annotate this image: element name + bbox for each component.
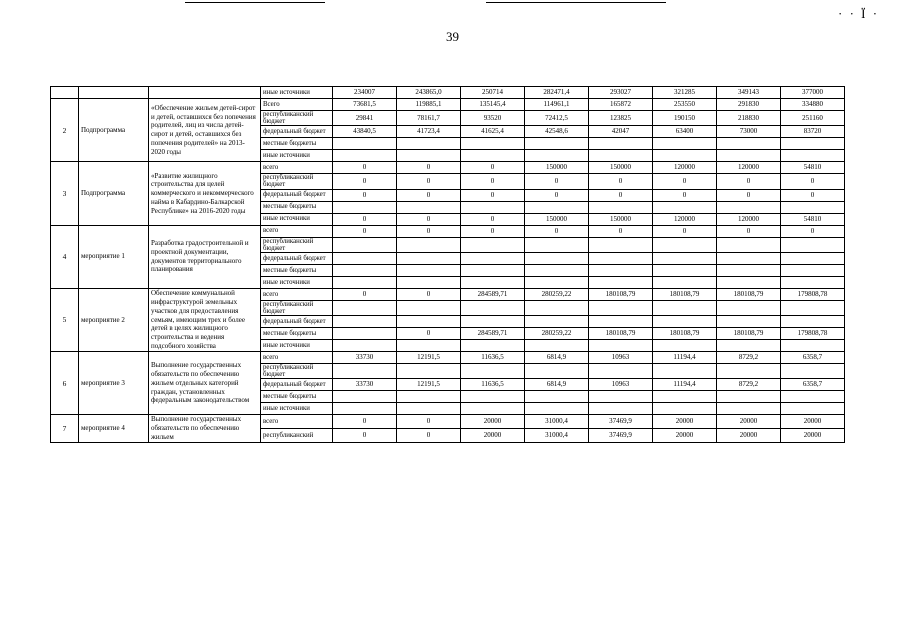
funding-source-cell: местные бюджеты <box>261 201 333 213</box>
funding-value-cell <box>461 252 525 264</box>
funding-value-cell <box>653 276 717 288</box>
funding-value-cell <box>653 300 717 315</box>
funding-value-cell <box>653 252 717 264</box>
funding-value-cell <box>397 201 461 213</box>
funding-value-cell: 20000 <box>653 415 717 429</box>
funding-value-cell: 179808,78 <box>781 328 845 340</box>
funding-source-cell: республиканский <box>261 428 333 442</box>
funding-source-cell: федеральный бюджет <box>261 316 333 328</box>
budget-table-body <box>51 87 845 443</box>
table-row <box>51 415 845 429</box>
table-row <box>51 225 845 237</box>
funding-value-cell <box>717 316 781 328</box>
funding-value-cell <box>397 252 461 264</box>
funding-value-cell <box>781 252 845 264</box>
funding-value-cell <box>653 138 717 150</box>
funding-value-cell: 0 <box>333 225 397 237</box>
row-number-cell: 4 <box>51 225 79 288</box>
funding-value-cell <box>717 237 781 252</box>
funding-value-cell: 190150 <box>653 111 717 126</box>
funding-value-cell: 0 <box>397 328 461 340</box>
funding-value-cell: 0 <box>653 174 717 189</box>
funding-value-cell <box>461 201 525 213</box>
row-number-cell: 6 <box>51 352 79 415</box>
funding-value-cell <box>653 201 717 213</box>
funding-value-cell: 20000 <box>461 428 525 442</box>
funding-value-cell: 243865,0 <box>397 87 461 99</box>
funding-value-cell: 253550 <box>653 99 717 111</box>
program-name-cell: Обеспечение коммунальной инфраструктурой земельных участков для предоставления семьям, имеющим трех и более детей в целях жилищного строительства и ведения подсобного хозяйства <box>149 288 261 351</box>
funding-value-cell: 120000 <box>653 162 717 174</box>
funding-source-cell: всего <box>261 288 333 300</box>
funding-value-cell <box>653 364 717 379</box>
funding-value-cell <box>781 264 845 276</box>
funding-value-cell: 10963 <box>589 379 653 391</box>
funding-value-cell <box>525 252 589 264</box>
funding-value-cell <box>717 403 781 415</box>
funding-value-cell <box>717 264 781 276</box>
funding-value-cell: 20000 <box>461 415 525 429</box>
funding-value-cell: 0 <box>333 415 397 429</box>
funding-value-cell <box>461 300 525 315</box>
funding-source-cell: иные источники <box>261 403 333 415</box>
row-number-cell: 3 <box>51 162 79 225</box>
funding-value-cell: 20000 <box>653 428 717 442</box>
funding-value-cell <box>333 138 397 150</box>
funding-value-cell <box>781 150 845 162</box>
funding-value-cell: 83720 <box>781 126 845 138</box>
program-type-cell: Подпрограмма <box>79 99 149 162</box>
funding-value-cell: 0 <box>333 213 397 225</box>
funding-value-cell: 8729,2 <box>717 379 781 391</box>
funding-value-cell <box>781 316 845 328</box>
funding-value-cell <box>333 237 397 252</box>
funding-value-cell <box>781 237 845 252</box>
funding-value-cell <box>461 403 525 415</box>
funding-value-cell <box>397 340 461 352</box>
funding-value-cell: 282471,4 <box>525 87 589 99</box>
funding-value-cell: 150000 <box>525 213 589 225</box>
funding-value-cell <box>717 300 781 315</box>
funding-value-cell <box>333 276 397 288</box>
funding-value-cell <box>589 237 653 252</box>
funding-value-cell: 0 <box>781 189 845 201</box>
funding-value-cell <box>589 138 653 150</box>
funding-value-cell: 0 <box>397 288 461 300</box>
funding-value-cell: 0 <box>653 225 717 237</box>
program-type-cell: мероприятие 1 <box>79 225 149 288</box>
funding-value-cell <box>717 364 781 379</box>
funding-value-cell <box>461 138 525 150</box>
funding-value-cell: 0 <box>333 174 397 189</box>
funding-value-cell <box>525 150 589 162</box>
funding-value-cell: 43840,5 <box>333 126 397 138</box>
row-number-cell: 2 <box>51 99 79 162</box>
funding-value-cell <box>397 300 461 315</box>
funding-value-cell: 180108,79 <box>589 328 653 340</box>
funding-value-cell: 321285 <box>653 87 717 99</box>
funding-source-cell: всего <box>261 225 333 237</box>
funding-value-cell <box>653 403 717 415</box>
funding-value-cell: 0 <box>781 174 845 189</box>
funding-value-cell: 0 <box>589 225 653 237</box>
funding-value-cell <box>525 340 589 352</box>
funding-value-cell: 20000 <box>781 428 845 442</box>
funding-value-cell: 0 <box>397 213 461 225</box>
funding-value-cell: 150000 <box>589 213 653 225</box>
funding-value-cell <box>333 316 397 328</box>
funding-value-cell: 11194,4 <box>653 352 717 364</box>
funding-value-cell: 234007 <box>333 87 397 99</box>
funding-value-cell: 73681,5 <box>333 99 397 111</box>
funding-value-cell: 165872 <box>589 99 653 111</box>
funding-source-cell: федеральный бюджет <box>261 189 333 201</box>
table-row <box>51 87 845 99</box>
funding-value-cell <box>525 300 589 315</box>
funding-source-cell: всего <box>261 352 333 364</box>
funding-value-cell <box>717 150 781 162</box>
funding-value-cell: 8729,2 <box>717 352 781 364</box>
funding-value-cell <box>397 264 461 276</box>
program-type-cell: мероприятие 3 <box>79 352 149 415</box>
funding-value-cell: 120000 <box>717 213 781 225</box>
funding-value-cell <box>589 150 653 162</box>
funding-source-cell: местные бюджеты <box>261 138 333 150</box>
funding-value-cell: 0 <box>461 174 525 189</box>
funding-value-cell: 0 <box>589 189 653 201</box>
funding-value-cell <box>333 201 397 213</box>
funding-value-cell: 41625,4 <box>461 126 525 138</box>
funding-value-cell: 180108,79 <box>589 288 653 300</box>
funding-value-cell <box>397 391 461 403</box>
funding-value-cell <box>397 237 461 252</box>
funding-value-cell: 11194,4 <box>653 379 717 391</box>
funding-value-cell: 6814,9 <box>525 352 589 364</box>
funding-value-cell: 6814,9 <box>525 379 589 391</box>
funding-value-cell: 280259,22 <box>525 288 589 300</box>
funding-value-cell <box>653 237 717 252</box>
funding-value-cell: 334880 <box>781 99 845 111</box>
funding-source-cell: республиканский бюджет <box>261 237 333 252</box>
funding-value-cell: 114961,1 <box>525 99 589 111</box>
funding-value-cell: 180108,79 <box>653 328 717 340</box>
funding-value-cell <box>589 264 653 276</box>
funding-value-cell <box>333 391 397 403</box>
funding-value-cell: 12191,5 <box>397 352 461 364</box>
program-type-cell: мероприятие 4 <box>79 415 149 442</box>
funding-value-cell <box>333 150 397 162</box>
funding-value-cell: 29841 <box>333 111 397 126</box>
funding-value-cell: 0 <box>525 189 589 201</box>
row-number-cell: 5 <box>51 288 79 351</box>
funding-value-cell: 0 <box>461 213 525 225</box>
funding-value-cell: 250714 <box>461 87 525 99</box>
funding-value-cell: 6358,7 <box>781 379 845 391</box>
funding-value-cell <box>589 316 653 328</box>
funding-value-cell: 0 <box>589 174 653 189</box>
funding-value-cell: 31000,4 <box>525 428 589 442</box>
funding-value-cell: 42548,6 <box>525 126 589 138</box>
table-row <box>51 99 845 111</box>
funding-value-cell <box>653 391 717 403</box>
funding-source-cell: местные бюджеты <box>261 328 333 340</box>
funding-value-cell <box>781 201 845 213</box>
funding-value-cell: 293027 <box>589 87 653 99</box>
funding-value-cell: 0 <box>653 189 717 201</box>
funding-value-cell: 0 <box>525 225 589 237</box>
funding-source-cell: местные бюджеты <box>261 264 333 276</box>
funding-value-cell <box>781 138 845 150</box>
funding-source-cell: иные источники <box>261 87 333 99</box>
funding-value-cell: 0 <box>397 162 461 174</box>
funding-value-cell: 349143 <box>717 87 781 99</box>
program-name-cell: Выполнение государственных обязательств по обеспечению жильем <box>149 415 261 442</box>
funding-value-cell: 0 <box>461 189 525 201</box>
funding-value-cell: 0 <box>397 189 461 201</box>
funding-source-cell: всего <box>261 162 333 174</box>
funding-value-cell <box>589 300 653 315</box>
funding-value-cell: 0 <box>333 189 397 201</box>
funding-value-cell <box>525 237 589 252</box>
funding-value-cell: 0 <box>397 225 461 237</box>
funding-value-cell <box>333 264 397 276</box>
funding-value-cell <box>397 364 461 379</box>
program-type-cell: Подпрограмма <box>79 162 149 225</box>
funding-value-cell <box>461 276 525 288</box>
funding-value-cell: 72412,5 <box>525 111 589 126</box>
funding-value-cell <box>461 364 525 379</box>
funding-value-cell: 120000 <box>717 162 781 174</box>
funding-source-cell: иные источники <box>261 150 333 162</box>
funding-value-cell: 0 <box>461 162 525 174</box>
funding-value-cell: 280259,22 <box>525 328 589 340</box>
funding-value-cell <box>461 316 525 328</box>
program-name-cell: «Развитие жилищного строительства для целей коммерческого и некоммерческого найма в Кабардино-Балкарской Республике» на 2016-2020 годы <box>149 162 261 225</box>
funding-source-cell: республиканский бюджет <box>261 300 333 315</box>
funding-value-cell <box>397 316 461 328</box>
funding-value-cell: 0 <box>781 225 845 237</box>
funding-value-cell: 33730 <box>333 379 397 391</box>
funding-value-cell: 63400 <box>653 126 717 138</box>
funding-value-cell: 180108,79 <box>653 288 717 300</box>
funding-value-cell <box>781 403 845 415</box>
funding-value-cell: 78161,7 <box>397 111 461 126</box>
funding-source-cell: федеральный бюджет <box>261 252 333 264</box>
funding-value-cell <box>589 364 653 379</box>
funding-value-cell <box>397 150 461 162</box>
funding-value-cell <box>525 201 589 213</box>
funding-value-cell <box>589 403 653 415</box>
funding-value-cell <box>717 138 781 150</box>
funding-value-cell <box>589 201 653 213</box>
funding-value-cell <box>397 138 461 150</box>
funding-value-cell: 0 <box>397 174 461 189</box>
program-name-cell: «Обеспечение жильем детей-сирот и детей, оставшихся без попечения родителей, лиц из числа детей-сирот и детей, оставшихся без попечения родителей» на 2013-2020 годы <box>149 99 261 162</box>
funding-value-cell: 150000 <box>525 162 589 174</box>
funding-value-cell <box>717 276 781 288</box>
funding-value-cell: 73000 <box>717 126 781 138</box>
funding-value-cell: 123825 <box>589 111 653 126</box>
program-name-cell <box>149 87 261 99</box>
funding-value-cell <box>333 252 397 264</box>
funding-value-cell: 33730 <box>333 352 397 364</box>
funding-value-cell: 20000 <box>781 415 845 429</box>
funding-value-cell: 42047 <box>589 126 653 138</box>
funding-value-cell: 0 <box>717 174 781 189</box>
funding-value-cell <box>781 391 845 403</box>
funding-value-cell <box>717 391 781 403</box>
funding-source-cell: республиканский бюджет <box>261 111 333 126</box>
funding-value-cell <box>717 252 781 264</box>
header-rule-right <box>486 2 666 3</box>
funding-value-cell <box>717 201 781 213</box>
funding-value-cell: 218830 <box>717 111 781 126</box>
funding-source-cell: всего <box>261 415 333 429</box>
funding-source-cell: Всего <box>261 99 333 111</box>
funding-value-cell: 251160 <box>781 111 845 126</box>
funding-value-cell <box>333 403 397 415</box>
funding-value-cell <box>461 237 525 252</box>
funding-value-cell: 119885,1 <box>397 99 461 111</box>
funding-value-cell <box>333 328 397 340</box>
funding-source-cell: федеральный бюджет <box>261 379 333 391</box>
funding-value-cell: 179808,78 <box>781 288 845 300</box>
funding-value-cell <box>525 316 589 328</box>
funding-source-cell: местные бюджеты <box>261 391 333 403</box>
corner-mark: · · Ï · <box>838 6 880 21</box>
funding-value-cell: 93520 <box>461 111 525 126</box>
funding-source-cell: республиканский бюджет <box>261 174 333 189</box>
program-name-cell: Разработка градостроительной и проектной документации, документов территориального планирования <box>149 225 261 288</box>
funding-value-cell <box>461 340 525 352</box>
funding-value-cell: 11636,5 <box>461 379 525 391</box>
funding-value-cell: 31000,4 <box>525 415 589 429</box>
funding-value-cell <box>525 364 589 379</box>
funding-source-cell: иные источники <box>261 276 333 288</box>
funding-value-cell <box>589 340 653 352</box>
funding-value-cell <box>461 150 525 162</box>
funding-value-cell: 0 <box>333 162 397 174</box>
funding-value-cell: 20000 <box>717 415 781 429</box>
funding-value-cell: 284589,71 <box>461 288 525 300</box>
funding-value-cell: 37469,9 <box>589 415 653 429</box>
funding-value-cell <box>653 150 717 162</box>
funding-value-cell: 54810 <box>781 213 845 225</box>
funding-source-cell: иные источники <box>261 340 333 352</box>
header-rule-left <box>185 2 325 3</box>
funding-value-cell: 20000 <box>717 428 781 442</box>
program-type-cell: мероприятие 2 <box>79 288 149 351</box>
table-row <box>51 288 845 300</box>
funding-value-cell: 0 <box>397 428 461 442</box>
funding-value-cell <box>525 276 589 288</box>
funding-value-cell <box>781 340 845 352</box>
funding-value-cell: 0 <box>461 225 525 237</box>
funding-value-cell: 284589,71 <box>461 328 525 340</box>
funding-value-cell <box>397 403 461 415</box>
funding-value-cell: 0 <box>717 189 781 201</box>
table-row <box>51 352 845 364</box>
funding-value-cell <box>525 391 589 403</box>
table-row <box>51 162 845 174</box>
row-number-cell: 7 <box>51 415 79 442</box>
funding-value-cell <box>653 340 717 352</box>
funding-source-cell: иные источники <box>261 213 333 225</box>
funding-value-cell: 135145,4 <box>461 99 525 111</box>
funding-value-cell: 150000 <box>589 162 653 174</box>
funding-value-cell: 10963 <box>589 352 653 364</box>
funding-value-cell: 0 <box>397 415 461 429</box>
page-number: 39 <box>446 29 459 44</box>
funding-value-cell: 0 <box>333 428 397 442</box>
funding-value-cell <box>333 340 397 352</box>
funding-value-cell <box>461 264 525 276</box>
funding-value-cell <box>781 300 845 315</box>
funding-value-cell: 120000 <box>653 213 717 225</box>
funding-value-cell <box>653 316 717 328</box>
funding-value-cell: 180108,79 <box>717 328 781 340</box>
program-name-cell: Выполнение государственных обязательств по обеспечению жильем отдельных категорий граждан, установленных федеральным законодательством <box>149 352 261 415</box>
funding-value-cell <box>589 252 653 264</box>
funding-value-cell: 11636,5 <box>461 352 525 364</box>
funding-value-cell <box>525 403 589 415</box>
funding-value-cell: 6358,7 <box>781 352 845 364</box>
funding-value-cell: 377000 <box>781 87 845 99</box>
funding-value-cell <box>589 391 653 403</box>
funding-value-cell: 0 <box>717 225 781 237</box>
funding-value-cell <box>589 276 653 288</box>
funding-value-cell: 41723,4 <box>397 126 461 138</box>
funding-value-cell <box>333 300 397 315</box>
funding-value-cell: 180108,79 <box>717 288 781 300</box>
funding-value-cell <box>525 264 589 276</box>
funding-value-cell <box>525 138 589 150</box>
funding-source-cell: республиканский бюджет <box>261 364 333 379</box>
program-type-cell <box>79 87 149 99</box>
budget-table <box>50 86 845 443</box>
funding-value-cell: 0 <box>333 288 397 300</box>
funding-value-cell <box>461 391 525 403</box>
funding-value-cell <box>781 276 845 288</box>
funding-value-cell <box>333 364 397 379</box>
funding-source-cell: федеральный бюджет <box>261 126 333 138</box>
row-number-cell <box>51 87 79 99</box>
funding-value-cell: 54810 <box>781 162 845 174</box>
funding-value-cell <box>397 276 461 288</box>
funding-value-cell <box>653 264 717 276</box>
funding-value-cell: 37469,9 <box>589 428 653 442</box>
funding-value-cell: 291830 <box>717 99 781 111</box>
funding-value-cell <box>781 364 845 379</box>
funding-value-cell: 0 <box>525 174 589 189</box>
funding-value-cell: 12191,5 <box>397 379 461 391</box>
funding-value-cell <box>717 340 781 352</box>
